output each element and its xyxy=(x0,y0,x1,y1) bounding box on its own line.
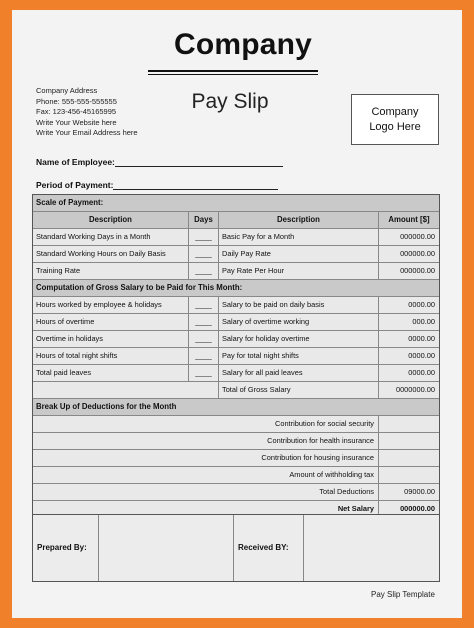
table-row xyxy=(33,365,439,382)
amount-value[interactable]: 000.00 xyxy=(378,314,439,330)
received-by-cell xyxy=(233,515,303,581)
net-salary-amount[interactable]: 000000.00 xyxy=(378,501,439,517)
gross-total-label: Total of Gross Salary xyxy=(218,382,378,398)
row-right-label: Pay for total night shifts xyxy=(218,348,378,364)
row-left-label: Overtime in holidays xyxy=(36,334,103,343)
fax-line: Fax: 123-456-45165995 xyxy=(36,107,117,116)
col-header-description-2: Description xyxy=(218,212,378,228)
col-header-description: Description xyxy=(33,212,188,228)
table-row xyxy=(33,331,439,348)
deduction-label: Contribution for health insurance xyxy=(267,436,374,445)
table-row xyxy=(33,297,439,314)
row-right-label: Salary for holiday overtime xyxy=(218,331,378,347)
row-left-label: Standard Working Days in a Month xyxy=(36,232,151,241)
deduction-row xyxy=(33,450,439,467)
gross-total-row xyxy=(33,382,439,399)
deduction-row xyxy=(33,467,439,484)
title-underline xyxy=(148,70,318,72)
deduction-amount[interactable] xyxy=(378,433,439,449)
deduction-label: Contribution for social security xyxy=(275,419,374,428)
col-header-amount: Amount [$] xyxy=(378,212,439,228)
amount-value[interactable]: 000000.00 xyxy=(378,246,439,262)
prepared-by-cell xyxy=(33,515,98,581)
payment-period-line[interactable] xyxy=(113,181,278,190)
payment-period-field[interactable] xyxy=(36,180,278,190)
phone-line: Phone: 555-555-555555 xyxy=(36,96,117,106)
received-by-label: Received BY: xyxy=(238,543,289,552)
row-right-label: Salary for all paid leaves xyxy=(218,365,378,381)
section-header-scale: Scale of Payment: xyxy=(33,195,439,212)
row-left-label: Hours of total night shifts xyxy=(36,351,118,360)
employee-name-line[interactable] xyxy=(115,158,283,167)
address-line: Company Address xyxy=(36,86,98,95)
days-input[interactable]: ____ xyxy=(188,246,218,262)
table-row xyxy=(33,263,439,280)
table-row xyxy=(33,229,439,246)
row-right-label: Daily Pay Rate xyxy=(218,246,378,262)
days-input[interactable]: ____ xyxy=(188,263,218,279)
amount-value[interactable]: 000000.00 xyxy=(378,229,439,245)
table-row xyxy=(33,348,439,365)
deduction-amount[interactable] xyxy=(378,467,439,483)
amount-value[interactable]: 0000.00 xyxy=(378,348,439,364)
received-by-signature[interactable] xyxy=(303,515,439,581)
row-left-label: Total paid leaves xyxy=(36,368,92,377)
col-header-days: Days xyxy=(188,212,218,228)
amount-value[interactable]: 0000.00 xyxy=(378,331,439,347)
deduction-amount[interactable] xyxy=(378,450,439,466)
row-right-label: Basic Pay for a Month xyxy=(218,229,378,245)
deduction-row xyxy=(33,416,439,433)
title-underline-thin xyxy=(148,74,318,75)
days-input[interactable]: ____ xyxy=(188,365,218,381)
days-input[interactable]: ____ xyxy=(188,229,218,245)
deduction-amount[interactable] xyxy=(378,416,439,432)
section-header-gross: Computation of Gross Salary to be Paid for This Month: xyxy=(33,280,439,297)
payment-period-label: Period of Payment: xyxy=(36,180,114,190)
employee-name-label: Name of Employee: xyxy=(36,157,115,167)
row-left-label: Standard Working Hours on Daily Basis xyxy=(36,249,166,258)
logo-placeholder xyxy=(351,94,439,145)
row-left-label: Training Rate xyxy=(36,266,81,275)
logo-line-2: Logo Here xyxy=(369,120,421,133)
row-left-label: Hours worked by employee & holidays xyxy=(36,300,162,309)
employee-name-field[interactable] xyxy=(36,157,283,167)
days-input[interactable]: ____ xyxy=(188,331,218,347)
deduction-row xyxy=(33,433,439,450)
table-row xyxy=(33,314,439,331)
amount-value[interactable]: 0000.00 xyxy=(378,297,439,313)
total-deductions-row xyxy=(33,484,439,501)
company-address-block xyxy=(36,86,138,139)
email-line: Write Your Email Address here xyxy=(36,128,138,137)
prepared-by-signature[interactable] xyxy=(98,515,233,581)
total-deductions-label: Total Deductions xyxy=(319,487,374,496)
row-right-label: Salary to be paid on daily basis xyxy=(218,297,378,313)
logo-line-1: Company xyxy=(371,105,419,118)
amount-value[interactable]: 0000.00 xyxy=(378,365,439,381)
signature-box xyxy=(32,514,440,582)
amount-value[interactable]: 000000.00 xyxy=(378,263,439,279)
section-header-deductions: Break Up of Deductions for the Month xyxy=(33,399,439,416)
total-deductions-amount[interactable]: 09000.00 xyxy=(378,484,439,500)
table-row xyxy=(33,246,439,263)
gross-total-amount[interactable]: 0000000.00 xyxy=(378,382,439,398)
table-header-row xyxy=(33,212,439,229)
prepared-by-label: Prepared By: xyxy=(37,543,87,552)
company-title: Company xyxy=(173,28,313,61)
template-footer: Pay Slip Template xyxy=(371,590,435,599)
website-line: Write Your Website here xyxy=(36,117,117,127)
row-left-label: Hours of overtime xyxy=(36,317,95,326)
days-input[interactable]: ____ xyxy=(188,348,218,364)
deduction-label: Amount of withholding tax xyxy=(289,470,374,479)
row-right-label: Pay Rate Per Hour xyxy=(218,263,378,279)
salary-table xyxy=(32,194,440,518)
deduction-label: Contribution for housing insurance xyxy=(261,453,374,462)
net-salary-label: Net Salary xyxy=(337,504,374,513)
doc-title: Pay Slip xyxy=(191,90,269,113)
row-right-label: Salary of overtime working xyxy=(218,314,378,330)
days-input[interactable]: ____ xyxy=(188,314,218,330)
days-input[interactable]: ____ xyxy=(188,297,218,313)
